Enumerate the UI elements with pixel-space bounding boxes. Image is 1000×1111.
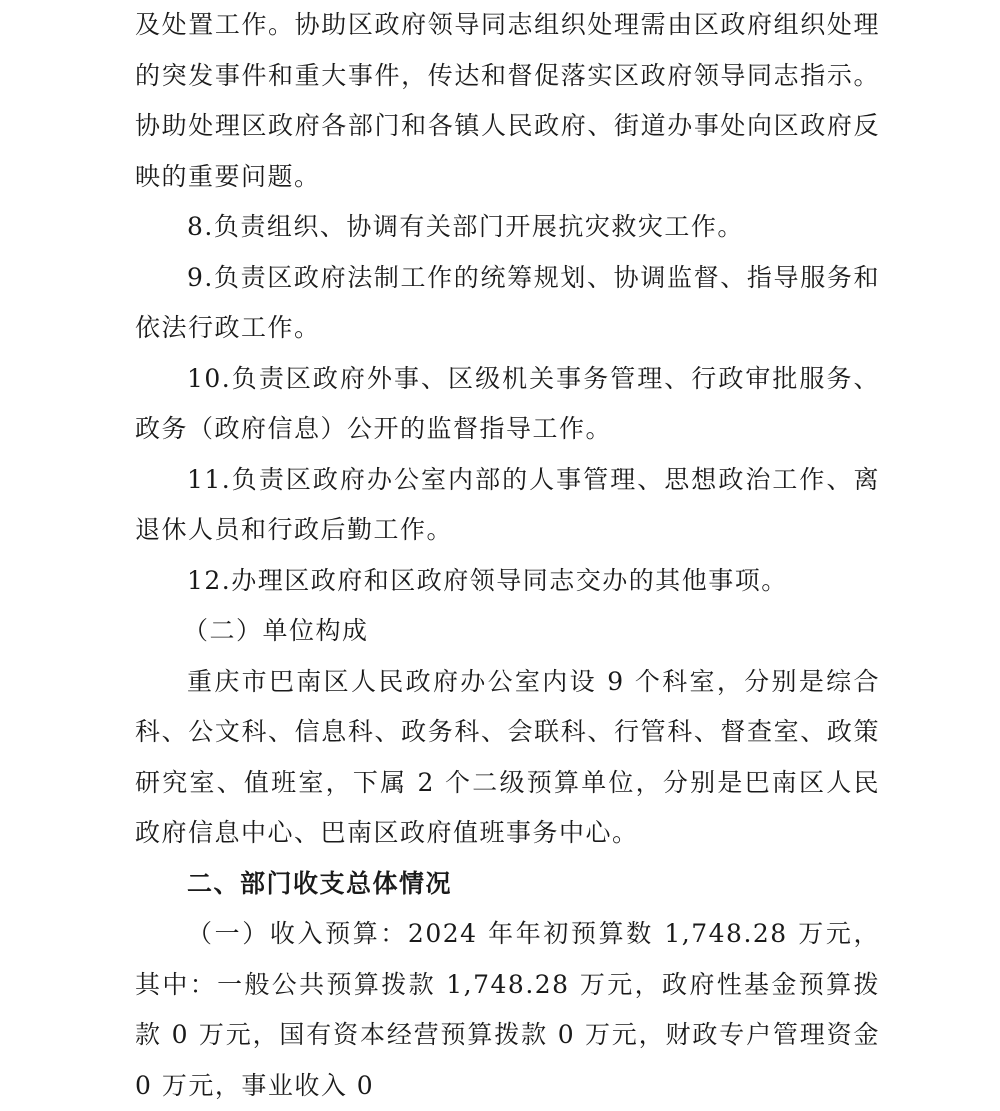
duty-7-continuation: 及处置工作。协助区政府领导同志组织处理需由区政府组织处理的突发事件和重大事件，传达和督促落实区政府领导同志指示。协助处理区政府各部门和各镇人民政府、街道办事处向区政府反映的重要问题。	[135, 10, 880, 191]
section-unit-composition-heading: （二）单位构成	[183, 616, 369, 645]
duty-item-9: 9.负责区政府法制工作的统筹规划、协调监督、指导服务和依法行政工作。	[135, 262, 880, 342]
duty-item-8: 8.负责组织、协调有关部门开展抗灾救灾工作。	[187, 212, 744, 241]
unit-composition-paragraph: 重庆市巴南区人民政府办公室内设 9 个科室，分别是综合科、公文科、信息科、政务科、会联科、行管科、督查室、政策研究室、值班室，下属 2 个二级预算单位，分别是巴南区人民政府信息中心、巴南区政府值班事务中心。	[135, 666, 880, 847]
document-page	[135, 0, 880, 1111]
duty-item-10: 10.负责区政府外事、区级机关事务管理、行政审批服务、政务（政府信息）公开的监督指导工作。	[135, 363, 880, 443]
income-budget-paragraph: （一）收入预算：2024 年年初预算数 1,748.28 万元，其中：一般公共预算拨款 1,748.28 万元，政府性基金预算拨款 0 万元，国有资本经营预算拨款 0 万元，财政专户管理资金 0 万元，事业收入 0	[135, 919, 880, 1100]
duty-item-12: 12.办理区政府和区政府领导同志交办的其他事项。	[187, 565, 788, 595]
duty-item-11: 11.负责区政府办公室内部的人事管理、思想政治工作、离退休人员和行政后勤工作。	[135, 464, 880, 544]
section-budget-overview-heading: 二、部门收支总体情况	[187, 868, 453, 898]
